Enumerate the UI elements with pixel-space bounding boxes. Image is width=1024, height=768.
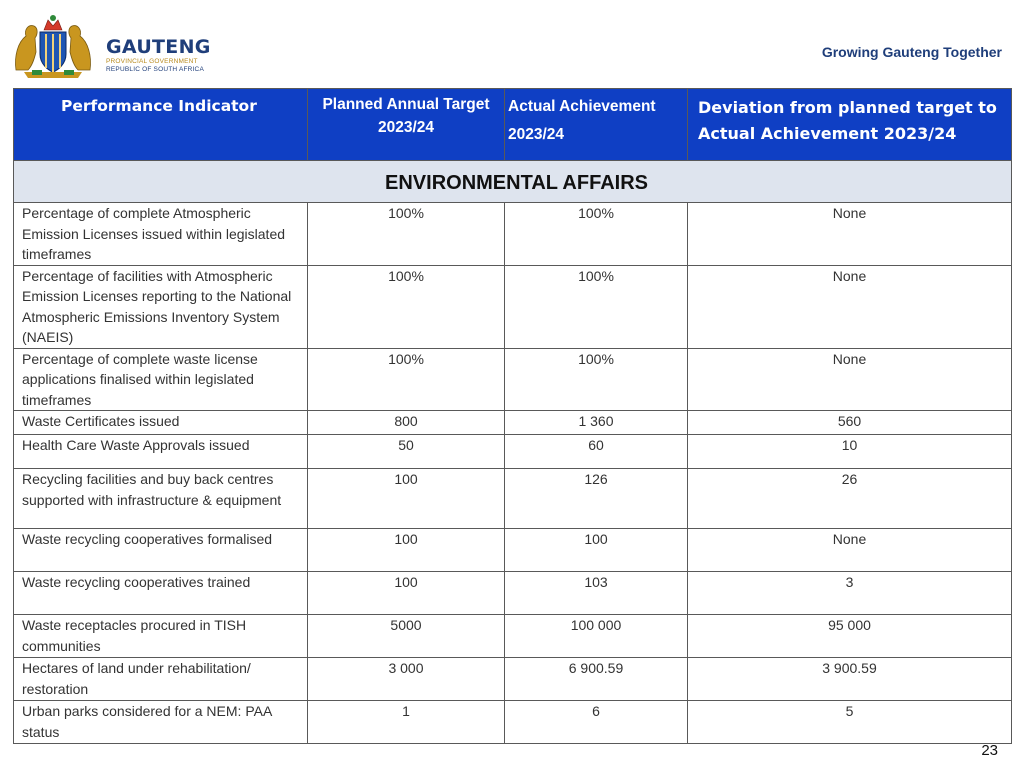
- row-deviation: 560: [688, 411, 1012, 435]
- row-deviation: 10: [688, 435, 1012, 469]
- row-actual: 100: [505, 529, 688, 572]
- row-indicator: Percentage of complete waste license applications finalised within legislated timeframes: [14, 348, 308, 411]
- table-row: [14, 701, 1012, 744]
- row-target: 50: [308, 435, 505, 469]
- col-header-actual-line1: Actual Achievement: [508, 98, 656, 115]
- row-indicator: Recycling facilities and buy back centres supported with infrastructure & equipment: [14, 469, 308, 529]
- table-row: [14, 435, 1012, 469]
- section-row: [14, 161, 1012, 203]
- row-deviation: 26: [688, 469, 1012, 529]
- section-title: ENVIRONMENTAL AFFAIRS: [14, 161, 1012, 203]
- row-indicator: Percentage of complete Atmospheric Emission Licenses issued within legislated timeframes: [14, 203, 308, 266]
- row-target: 100%: [308, 203, 505, 266]
- performance-table: [13, 88, 1012, 744]
- row-actual: 100%: [505, 265, 688, 348]
- row-deviation: None: [688, 529, 1012, 572]
- row-actual: 103: [505, 572, 688, 615]
- row-deviation: None: [688, 348, 1012, 411]
- page-header: [0, 0, 1024, 86]
- table-row: [14, 658, 1012, 701]
- row-indicator: Urban parks considered for a NEM: PAA status: [14, 701, 308, 744]
- row-deviation: 95 000: [688, 615, 1012, 658]
- row-deviation: None: [688, 265, 1012, 348]
- table-row: [14, 348, 1012, 411]
- row-indicator: Waste receptacles procured in TISH communities: [14, 615, 308, 658]
- page-number: 23: [981, 742, 998, 759]
- row-deviation: 3 900.59: [688, 658, 1012, 701]
- row-actual: 60: [505, 435, 688, 469]
- table-row: [14, 203, 1012, 266]
- row-actual: 6: [505, 701, 688, 744]
- col-header-deviation: [688, 89, 1012, 161]
- table-header-row: [14, 89, 1012, 161]
- row-deviation: 5: [688, 701, 1012, 744]
- logo-line1: PROVINCIAL GOVERNMENT: [106, 58, 198, 65]
- row-actual: 126: [505, 469, 688, 529]
- row-indicator: Hectares of land under rehabilitation/ restoration: [14, 658, 308, 701]
- row-actual: 100%: [505, 348, 688, 411]
- col-header-target: Planned Annual Target 2023/24: [308, 89, 505, 161]
- gauteng-logo: [10, 12, 211, 78]
- row-deviation: None: [688, 203, 1012, 266]
- row-indicator: Health Care Waste Approvals issued: [14, 435, 308, 469]
- table-row: [14, 615, 1012, 658]
- col-header-actual-line2: 2023/24: [508, 126, 565, 143]
- row-indicator: Waste recycling cooperatives formalised: [14, 529, 308, 572]
- row-target: 100%: [308, 265, 505, 348]
- row-actual: 1 360: [505, 411, 688, 435]
- row-target: 100: [308, 469, 505, 529]
- row-target: 100%: [308, 348, 505, 411]
- coat-of-arms-icon: [10, 12, 96, 78]
- col-header-deviation-line2: Actual Achievement 2023/24: [698, 124, 957, 143]
- row-target: 5000: [308, 615, 505, 658]
- row-target: 100: [308, 529, 505, 572]
- table-row: [14, 469, 1012, 529]
- table-row: [14, 572, 1012, 615]
- row-deviation: 3: [688, 572, 1012, 615]
- row-target: 1: [308, 701, 505, 744]
- row-indicator: Waste Certificates issued: [14, 411, 308, 435]
- row-target: 100: [308, 572, 505, 615]
- col-header-deviation-line1: Deviation from planned target to: [698, 98, 997, 117]
- col-header-indicator: Performance Indicator: [14, 89, 308, 161]
- tagline: Growing Gauteng Together: [821, 44, 1002, 60]
- col-header-actual: [505, 89, 688, 161]
- logo-name: GAUTENG: [106, 36, 211, 58]
- row-target: 3 000: [308, 658, 505, 701]
- row-actual: 6 900.59: [505, 658, 688, 701]
- row-actual: 100 000: [505, 615, 688, 658]
- table-row: [14, 411, 1012, 435]
- table-row: [14, 529, 1012, 572]
- row-actual: 100%: [505, 203, 688, 266]
- logo-line2: REPUBLIC OF SOUTH AFRICA: [106, 66, 204, 73]
- row-indicator: Waste recycling cooperatives trained: [14, 572, 308, 615]
- table-row: [14, 265, 1012, 348]
- row-indicator: Percentage of facilities with Atmospheric Emission Licenses reporting to the National Atmospheric Emissions Inventory System (NAEIS): [14, 265, 308, 348]
- row-target: 800: [308, 411, 505, 435]
